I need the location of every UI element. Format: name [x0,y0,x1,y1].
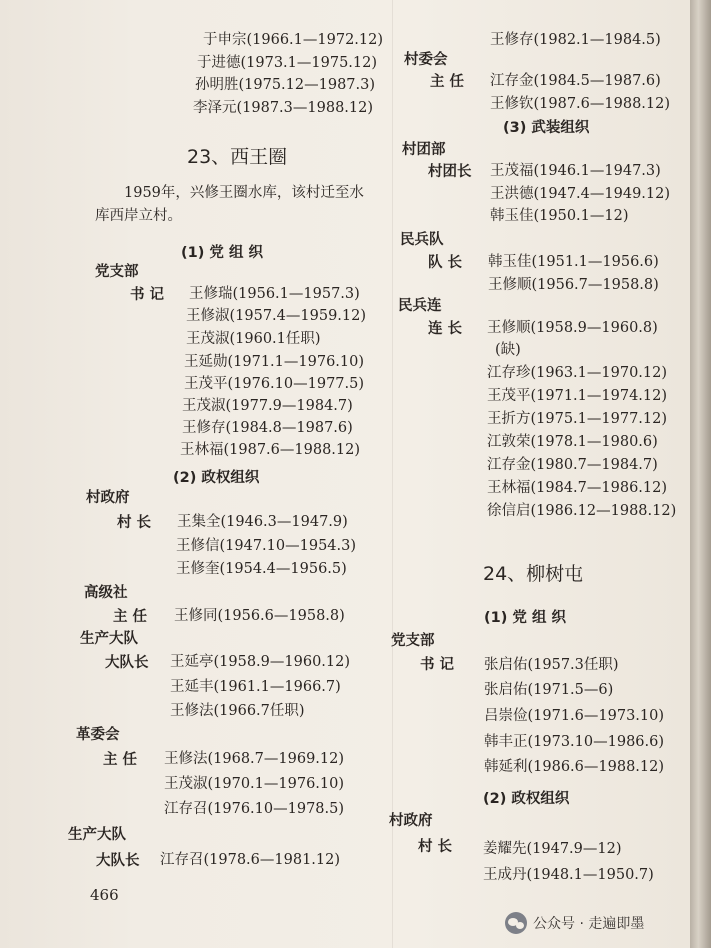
org-label: 生产大队 [68,827,126,843]
column-divider [392,0,393,948]
org-label: 生产大队 [80,631,138,647]
org-label: 高级社 [84,585,128,601]
intro-text: 库西岸立村。 [95,208,182,224]
entry-line: 王茂平(1971.1—1974.12) [487,388,668,404]
entry-line: 王茂福(1946.1—1947.3) [490,163,661,179]
role-label: 队 长 [428,255,463,271]
subsection-heading: (3) 武装组织 [503,120,590,136]
section-title: 23、西王圈 [187,146,288,168]
entry-line: 王林福(1984.7—1986.12) [487,480,668,496]
role-label: 书 记 [420,657,455,673]
org-label: 村政府 [86,490,130,506]
role-label: 书 记 [130,287,165,303]
section-title: 24、柳树屯 [483,563,584,585]
entry-line: 吕崇俭(1971.6—1973.10) [484,708,665,724]
role-label: 村团长 [428,164,472,180]
entry-line: 王茂淑(1970.1—1976.10) [164,776,345,792]
entry-line: 王集全(1946.3—1947.9) [177,514,348,530]
entry-line: 于进德(1973.1—1975.12) [197,55,378,71]
wechat-icon [505,912,527,934]
entry-line: 王修法(1968.7—1969.12) [164,751,345,767]
org-label: 党支部 [95,264,139,280]
org-label: 民兵连 [398,298,442,314]
entry-line: 姜耀先(1947.9—12) [483,841,622,857]
entry-line: 徐信启(1986.12—1988.12) [487,503,677,519]
entry-line: 王成丹(1948.1—1950.7) [483,867,654,883]
entry-line: 王延丰(1961.1—1966.7) [170,679,341,695]
org-label: 村委会 [404,52,448,68]
entry-line: 王修同(1956.6—1958.8) [174,608,345,624]
entry-line: 王洪德(1947.4—1949.12) [490,186,671,202]
role-label: 主 任 [103,752,138,768]
org-label: 村团部 [402,142,446,158]
entry-line: (缺) [495,342,521,358]
role-label: 大队长 [96,853,140,869]
role-label: 主 任 [430,74,465,90]
entry-line: 于申宗(1966.1—1972.12) [203,32,384,48]
entry-line: 张启佑(1957.3任职) [484,657,619,673]
role-label: 大队长 [105,655,149,671]
entry-line: 王修顺(1958.9—1960.8) [487,320,658,336]
subsection-heading: (2) 政权组织 [483,791,570,807]
page-number: 466 [90,886,119,904]
entry-line: 王修法(1966.7任职) [170,703,305,719]
watermark [505,910,691,936]
entry-line: 江存珍(1963.1—1970.12) [487,365,668,381]
org-label: 革委会 [76,727,120,743]
entry-line: 韩玉佳(1951.1—1956.6) [488,254,659,270]
entry-line: 韩玉佳(1950.1—12) [490,208,629,224]
entry-line: 韩丰正(1973.10—1986.6) [484,734,665,750]
subsection-heading: (2) 政权组织 [173,470,260,486]
entry-line: 王茂淑(1977.9—1984.7) [182,398,353,414]
entry-line: 王茂平(1976.10—1977.5) [184,376,365,392]
role-label: 主 任 [113,609,148,625]
entry-line: 王修钦(1987.6—1988.12) [490,96,671,112]
entry-line: 王修淑(1957.4—1959.12) [186,308,367,324]
entry-line: 韩延利(1986.6—1988.12) [484,759,665,775]
subsection-heading: (1) 党 组 织 [484,610,566,626]
entry-line: 王修瑞(1956.1—1957.3) [189,286,360,302]
entry-line: 王修顺(1956.7—1958.8) [488,277,659,293]
entry-line: 王折方(1975.1—1977.12) [487,411,668,427]
entry-line: 王修存(1984.8—1987.6) [182,420,353,436]
entry-line: 江存召(1978.6—1981.12) [160,852,341,868]
page-edge [690,0,711,948]
entry-line: 王延亭(1958.9—1960.12) [170,654,351,670]
entry-line: 王茂淑(1960.1任职) [186,331,321,347]
watermark-text: 公众号 · 走遍即墨 [533,916,645,932]
entry-line: 王林福(1987.6—1988.12) [180,442,361,458]
entry-line: 张启佑(1971.5—6) [484,682,614,698]
entry-line: 江敦荣(1978.1—1980.6) [487,434,658,450]
entry-line: 李泽元(1987.3—1988.12) [193,100,374,116]
entry-line: 江存金(1984.5—1987.6) [490,73,661,89]
org-label: 民兵队 [400,232,444,248]
intro-text: 1959年，兴修王圈水库，该村迁至水 [124,185,364,201]
entry-line: 王延勋(1971.1—1976.10) [184,354,365,370]
org-label: 党支部 [391,633,435,649]
entry-line: 孙明胜(1975.12—1987.3) [195,77,376,93]
role-label: 村 长 [117,515,152,531]
entry-line: 江存金(1980.7—1984.7) [487,457,658,473]
org-label: 村政府 [389,813,433,829]
entry-line: 王修存(1982.1—1984.5) [490,32,661,48]
subsection-heading: (1) 党 组 织 [181,245,263,261]
role-label: 村 长 [418,839,453,855]
entry-line: 王修奎(1954.4—1956.5) [176,561,347,577]
entry-line: 江存召(1976.10—1978.5) [164,801,345,817]
role-label: 连 长 [428,321,463,337]
entry-line: 王修信(1947.10—1954.3) [176,538,357,554]
